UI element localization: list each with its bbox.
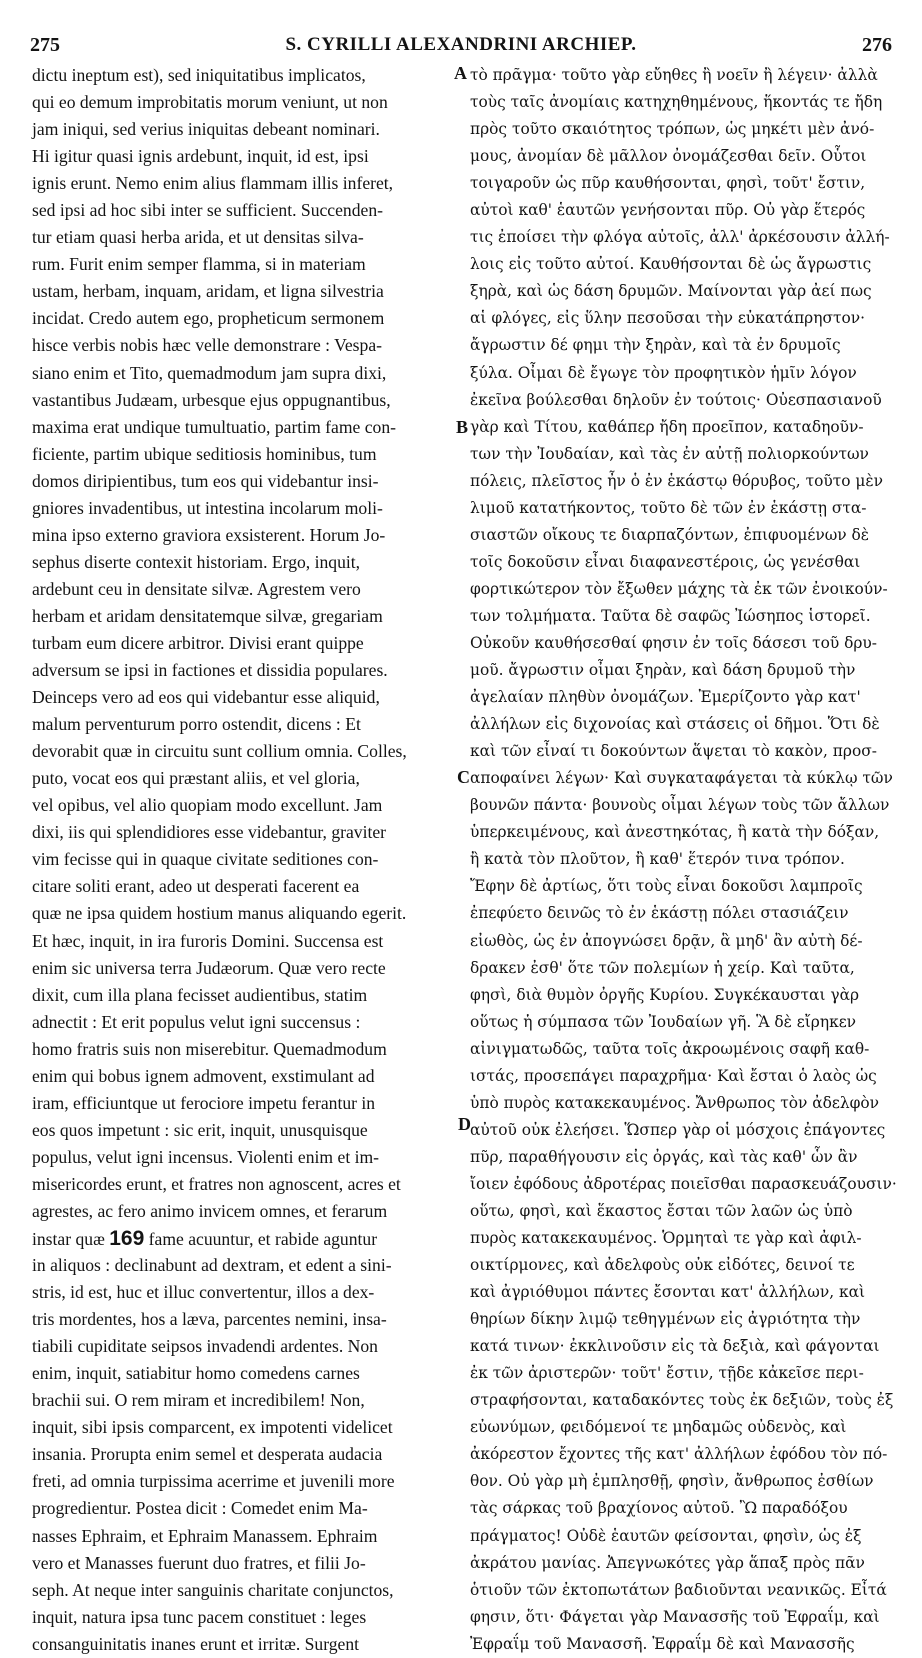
latin-text-line: gniores invadentibus, ut intestina incolarum moli- — [32, 497, 383, 518]
greek-text-line: αἱ φλόγες, εἰς ὕλην πεσοῦσαι τὴν εὐκατάπρηστον· — [470, 309, 865, 328]
greek-text-line: ξηρὰ, καὶ ὡς δάση δρυμῶν. Μαίνονται γὰρ ἀεί πως — [470, 282, 872, 301]
greek-text-line: βουνῶν πάντα· βουνοὺς οἶμαι λέγων τοὺς τῶν ἄλλων — [470, 796, 890, 815]
latin-text-line: vero et Manasses fuerunt duo fratres, et filii Jo- — [32, 1552, 366, 1573]
greek-text-line: Ἔφην δὲ ἀρτίως, ὅτι τοὺς εἶναι δοκοῦσι λαμπροῖς — [470, 877, 863, 896]
latin-text-line: siano enim et Tito, quemadmodum jam supra dixi, — [32, 362, 387, 383]
latin-text-line: brachii sui. O rem miram et incredibilem! Non, — [32, 1390, 365, 1411]
latin-text-line: enim sic universa terra Judæorum. Quæ vero recte — [32, 957, 386, 978]
greek-text-line: των τὴν Ἰουδαίαν, καὶ τὰς ἐν αὐτῇ πολιορκούντων — [470, 444, 869, 463]
latin-text-line: Et hæc, inquit, in ira furoris Domini. Succensa est — [32, 930, 384, 951]
greek-text-line: ἀκόρεστον ἔχοντες τῆς κατ' ἀλλήλων ἐφόδου τὸν πό- — [470, 1445, 888, 1464]
page-title: S. CYRILLI ALEXANDRINI ARCHIEP. — [285, 34, 637, 55]
greek-text-line: ἴοιεν ἐφόδους ἀδροτέρας ποιεῖσθαι παρασκευάζουσιν· — [470, 1174, 897, 1193]
latin-text-line: consanguinitatis inanes erunt et irritæ. Surgent — [32, 1633, 360, 1654]
greek-text-line: ἢ κατὰ τὸν πλοῦτον, ἢ καθ' ἕτερόν τινα τρόπον. — [470, 850, 845, 869]
latin-text-line: tur etiam quasi herba arida, et ut densitas silva- — [32, 227, 364, 248]
latin-text-line: vel opibus, vel alio quopiam modo excellunt. Jam — [32, 795, 383, 816]
latin-text-line: dixi, iis qui splendidiores esse videbantur, graviter — [32, 822, 387, 843]
latin-text-line: mina ipso externo graviora exsisterent. Horum Jo- — [32, 524, 386, 545]
latin-text-line: vastantibus Judæam, urbesque ejus oppugnantibus, — [32, 389, 391, 410]
greek-text-line: λιμοῦ κατατήκοντος, τοῦτο δὲ τῶν ἐν ἑκάστῃ στα- — [470, 498, 867, 517]
latin-text-line: domos diripientibus, tum eos qui videbantur insi- — [32, 470, 379, 491]
original-page-marker: 169 — [109, 1227, 145, 1251]
greek-text-line: φορτικώτερον τὸν ἔξωθεν μάχης τὰ ἐκ τῶν ἐνοικούν- — [470, 579, 888, 598]
latin-text-line: inquit, sibi ipsis comparcent, ex impotenti videlicet — [32, 1417, 393, 1438]
greek-text-line: ἀλλήλων εἰς διχονοίας καὶ στάσεις οἱ δῆμοι. Ὅτι δὲ — [470, 715, 880, 734]
greek-text-line: εἰωθὸς, ὡς ἐν ἀπογνώσει δρᾷν, ἃ μηδ' ἂν αὐτὴ δέ- — [470, 931, 863, 950]
greek-column — [470, 62, 895, 1658]
latin-text-line: maxima erat undique tumultuatio, partim fame con- — [32, 416, 396, 437]
greek-text-line: φησιν, ὅτι· Φάγεται γὰρ Μανασσῆς τοῦ Ἐφραΐμ, καὶ — [470, 1607, 880, 1626]
greek-text-line: στραφήσονται, καταδακόντες τοὺς ἐκ δεξιῶν, τοὺς ἐξ — [470, 1391, 894, 1410]
latin-text-line: herbam et aridam densitatemque silvæ, gregariam — [32, 605, 383, 626]
section-marker-c: C — [457, 767, 470, 787]
greek-text-line: μους, ἀνομίαν δὲ μᾶλλον ὀνομάζεσθαι δεῖν. Οὗτοι — [470, 147, 867, 166]
latin-text-line: ardebunt ceu in densitate silvæ. Agrestem vero — [32, 578, 361, 599]
latin-text-line: agrestes, ac fero animo invicem omnes, et ferarum — [32, 1200, 388, 1221]
section-marker-d: D — [458, 1114, 471, 1134]
latin-text-line: eos quos impetunt : sic erit, inquit, unusquisque — [32, 1119, 368, 1140]
latin-text-line: dictu ineptum est), sed iniquitatibus implicatos, — [32, 65, 366, 85]
latin-text-line: ignis erunt. Nemo enim alius flammam illis inferet, — [32, 173, 394, 194]
latin-text-line: freti, ad omnia turpissima acerrime et juvenili more — [32, 1471, 395, 1492]
greek-text-line: καὶ τῶν εἶναί τι δοκούντων ἅψεται τὸ κακὸν, προσ- — [470, 742, 877, 761]
latin-text-line: enim qui bobus ignem admovent, exstimulant ad — [32, 1065, 375, 1086]
greek-text-line: ἐκ τῶν ἀριστερῶν· τοῦτ' ἔστιν, τῇδε κἀκεῖσε περι- — [470, 1364, 864, 1383]
latin-text-line: enim, inquit, satiabitur homo comedens carnes — [32, 1363, 360, 1384]
greek-text-line: μοῦ. ἄγρωστιν οἶμαι ξηρὰν, καὶ δάση δρυμοῦ τὴν — [470, 661, 856, 680]
latin-text-line: quæ ne ipsa quidem hostium manus aliquando egerit. — [32, 903, 407, 924]
latin-text-line: tris mordentes, hos a læva, parcentes nemini, insa- — [32, 1309, 387, 1330]
latin-text-line: iram, efficiuntque ut ferociore impetu ferantur in — [32, 1092, 376, 1113]
latin-text-line: jam iniqui, sed verius iniquitas debeant nominari. — [32, 119, 380, 140]
latin-text-line: adversum se ipsi in factiones et dissidia populares. — [32, 660, 388, 681]
greek-text-line: ἐκεῖνα βούλεσθαι δηλοῦν ἐν τούτοις· Οὐεσπασιανοῦ — [470, 390, 882, 409]
latin-text-line: vim fecisse qui in quaque civitate seditiones con- — [32, 849, 379, 870]
greek-text-line: αὐτοῦ οὐκ ἐλεήσει. Ὥσπερ γὰρ οἱ μόσχοις ἐπάγοντες — [470, 1120, 886, 1139]
greek-text-line: γὰρ καὶ Τίτου, καθάπερ ἤδη προεῖπον, καταδηοῦν- — [470, 417, 864, 436]
latin-text-line: seph. At neque inter sanguinis charitate conjunctos, — [32, 1579, 394, 1600]
latin-text-line: ustam, herbam, inquam, aridam, et ligna silvestria — [32, 281, 384, 302]
section-marker-b: B — [456, 417, 469, 437]
greek-text-line: πυρὸς κατακεκαυμένος. Ὁρμηταὶ τε γὰρ καὶ ἀφιλ- — [470, 1229, 862, 1248]
latin-text-line: citare soliti erant, adeo ut desperati facerent ea — [32, 876, 360, 897]
latin-text-line: in aliquos : declinabunt ad dextram, et edent a sini- — [32, 1255, 392, 1276]
greek-text-line: ὑπερκειμένους, καὶ ἀνεστηκότας, ἢ κατὰ τὴν δόξαν, — [470, 823, 880, 842]
greek-text-line: αἰνιγματωδῶς, ταῦτα τοῖς ἀκροωμένοις σαφῆ καθ- — [470, 1039, 870, 1058]
latin-text-line: insania. Prorupta enim semel et desperata audacia — [32, 1444, 383, 1465]
latin-text-line: adnectit : Et erit populus velut igni succensus : — [32, 1011, 361, 1032]
greek-text-line: ὑπὸ πυρὸς κατακεκαυμένος. Ἄνθρωπος τὸν ἀδελφὸν — [470, 1093, 880, 1112]
greek-text-line: οὕτω, φησὶ, καὶ ἕκαστος ἔσται τῶν λαῶν ὡς ὑπὸ — [470, 1201, 853, 1220]
latin-text-line: hisce verbis nobis hæc velle demonstrare : Vespa- — [32, 335, 382, 356]
greek-text-line: τοῖς δοκοῦσιν εἶναι διαφανεστέροις, ὡς γενέσθαι — [470, 552, 861, 571]
greek-text-line: Ἐφραΐμ τοῦ Μανασσῆ. Ἐφραΐμ δὲ καὶ Μανασσῆς — [470, 1634, 855, 1653]
greek-text-line: ιστάς, προσεπάγει παραχρῆμα· Καὶ ἔσται ὁ λαὸς ὡς — [470, 1066, 877, 1085]
latin-text-line: dixit, cum illa plana fecisset audientibus, statim — [32, 984, 368, 1005]
greek-text-line: κατά τινων· ἐκκλινοῦσιν εἰς τὰ δεξιὰ, καὶ φάγονται — [470, 1337, 880, 1356]
greek-text-line: ἐπεφύετο δεινῶς τὸ ἐν ἑκάστῃ πόλει στασιάζειν — [470, 904, 849, 923]
greek-text-line: ὁτιοῦν τῶν ἐκτοπωτάτων βαδιοῦνται νεανικῶς. Εἶτά — [470, 1580, 887, 1599]
latin-text-line: Deinceps vero ad eos qui videbantur esse aliquid, — [32, 687, 380, 708]
greek-text-line: θηρίων δίκην λιμῷ τεθηγμένων εἰς ἀγριότητα τὴν — [470, 1310, 861, 1329]
greek-text-line: λοις εἰς τοῦτο αὐτοί. Καυθήσονται δὲ ὡς ἄγρωστις — [470, 255, 872, 274]
greek-text-line: πόλεις, πλεῖστος ἦν ὁ ἐν ἑκάστῳ θόρυβος, τοῦτο μὲν — [470, 471, 884, 490]
greek-text-line: πράγματος! Οὐδὲ ἑαυτῶν φείσονται, φησὶν, ὡς ἐξ — [470, 1526, 862, 1545]
latin-text-line: populus, velut igni incensus. Violenti enim et im- — [32, 1146, 380, 1167]
latin-text-line: incidat. Credo autem ego, propheticum sermonem — [32, 308, 385, 329]
greek-text-line: οικτίρμονες, καὶ ἀδελφοὺς οὐκ εἰδότες, δεινοί τε — [470, 1256, 855, 1275]
greek-text-line: αποφαίνει λέγων· Καὶ συγκαταφάγεται τὰ κύκλῳ τῶν — [470, 769, 893, 788]
greek-text-line: καὶ ἀγριόθυμοι πάντες ἔσονται κατ' ἀλλήλων, καὶ — [470, 1283, 866, 1302]
greek-text-line: τὰς σάρκας τοῦ βραχίονος αὐτοῦ. Ὢ παραδόξου — [470, 1499, 848, 1518]
latin-text-line: ficiente, partim ubique seditiosis hominibus, tum — [32, 443, 377, 464]
page-number-right: 276 — [862, 34, 892, 56]
latin-text-line: instar quæ 169 fame acuuntur, et rabide aguntur — [32, 1227, 378, 1251]
running-header — [28, 16, 894, 56]
greek-text-line: ἀκράτου μανίας. Ἀπεγνωκότες γὰρ ἅπαξ πρὸς πᾶν — [470, 1553, 865, 1572]
latin-text-line: sephus diserte contexit historiam. Ergo, inquit, — [32, 551, 361, 572]
greek-text-line: σιαστῶν οἴκους τε διαρπαζόντων, ἐπιφυομένων δὲ — [470, 525, 870, 544]
greek-text-line: θον. Οὐ γὰρ μὴ ἐμπλησθῇ, φησὶν, ἄνθρωπος ἐσθίων — [470, 1472, 874, 1491]
greek-text-line: εὐωνύμων, φειδόμενοί τε μηδαμῶς οὐδενὸς, καὶ — [470, 1418, 847, 1437]
latin-text-line: sed ipsi ad hoc sibi inter se sufficient. Succenden- — [32, 200, 383, 221]
section-marker-a: A — [454, 63, 467, 83]
latin-text-line: malum perventurum porro ostendit, dicens : Et — [32, 714, 361, 735]
greek-text-line: τοὺς ταῖς ἀνομίαις κατηχηθημένους, ἥκοντάς τε ἤδη — [470, 93, 883, 112]
greek-text-line: τοιγαροῦν ὡς πῦρ καυθήσονται, φησὶ, τοῦτ' ἔστιν, — [470, 174, 866, 193]
latin-text-line: rum. Furit enim semper flamma, si in materiam — [32, 254, 366, 275]
greek-text-line: ἀγελαίαν πληθὺν ὀνομάζων. Ἐμερίζοντο γὰρ κατ' — [470, 688, 861, 707]
greek-text-line: ξύλα. Οἶμαι δὲ ἔγωγε τὸν προφητικὸν ἡμῖν λόγον — [470, 363, 857, 382]
latin-text-line: puto, vocat eos qui præstant aliis, et vel gloria, — [32, 768, 360, 789]
greek-text-line: τις ἐποίσει τὴν φλόγα αὐτοῖς, ἀλλ' ἀρκέσουσιν ἀλλή- — [470, 228, 890, 247]
greek-text-line: τὸ πρᾶγμα· τοῦτο γὰρ εὔηθες ἢ νοεῖν ἢ λέγειν· ἀλλὰ — [470, 66, 878, 84]
greek-text-line: οὕτως ἡ σύμπασα τῶν Ἰουδαίων γῆ. Ἃ δὲ εἴρηκεν — [470, 1012, 857, 1031]
greek-text-line: πῦρ, παραθήγουσιν εἰς ὀργάς, καὶ τὰς καθ' ὧν ἂν — [470, 1147, 858, 1166]
greek-text-line: αὐτοὶ καθ' ἑαυτῶν γενήσονται πῦρ. Οὐ γὰρ ἕτερός — [470, 201, 866, 220]
page-number-left: 275 — [30, 34, 60, 56]
greek-text-line: Οὐκοῦν καυθήσεσθαί φησιν ἐν τοῖς δάσεσι τοῦ δρυ- — [470, 633, 877, 652]
greek-text-line: δρακεν ἐσθ' ὅτε τῶν πολεμίων ἡ χείρ. Καὶ ταῦτα, — [470, 958, 855, 977]
latin-column — [32, 62, 452, 1658]
latin-text-line: homo fratris suis non miserebitur. Quemadmodum — [32, 1038, 387, 1059]
latin-text-line: nasses Ephraim, et Ephraim Manassem. Ephraim — [32, 1525, 378, 1546]
greek-text-line: πρὸς τοῦτο σκαιότητος τρόπων, ὡς μηκέτι μὲν ἀνό- — [470, 120, 875, 139]
greek-text-line: ἄγρωστιν δέ φημι τὴν ξηρὰν, καὶ τὰ ἐν δρυμοῖς — [470, 336, 841, 355]
latin-text-line: Hi igitur quasi ignis ardebunt, inquit, id est, ipsi — [32, 146, 369, 167]
latin-text-line: inquit, natura ipsa tunc pacem constituet : leges — [32, 1606, 367, 1627]
latin-text-line: devorabit quæ in circuitu sunt collium omnia. Colles, — [32, 741, 407, 762]
latin-text-line: turbam eum dicere arbitror. Divisi erant quippe — [32, 632, 364, 653]
latin-text-line: stris, id est, huc et illuc convertentur, illos a dex- — [32, 1282, 375, 1303]
greek-text-line: φησὶ, διὰ θυμὸν ὀργῆς Κυρίου. Συγκέκαυσται γὰρ — [470, 985, 860, 1004]
greek-text-line: των τολμήματα. Ταῦτα δὲ σαφῶς Ἰώσηπος ἱστορεῖ. — [470, 606, 871, 625]
latin-text-line: misericordes erunt, et fratres non agnoscent, acres et — [32, 1173, 401, 1194]
latin-text-line: qui eo demum improbitatis morum veniunt, ut non — [32, 92, 388, 113]
latin-text-line: tiabili cupiditate seipsos invadendi ardentes. Non — [32, 1336, 378, 1357]
latin-text-line: progredientur. Postea dicit : Comedet enim Ma- — [32, 1498, 368, 1519]
